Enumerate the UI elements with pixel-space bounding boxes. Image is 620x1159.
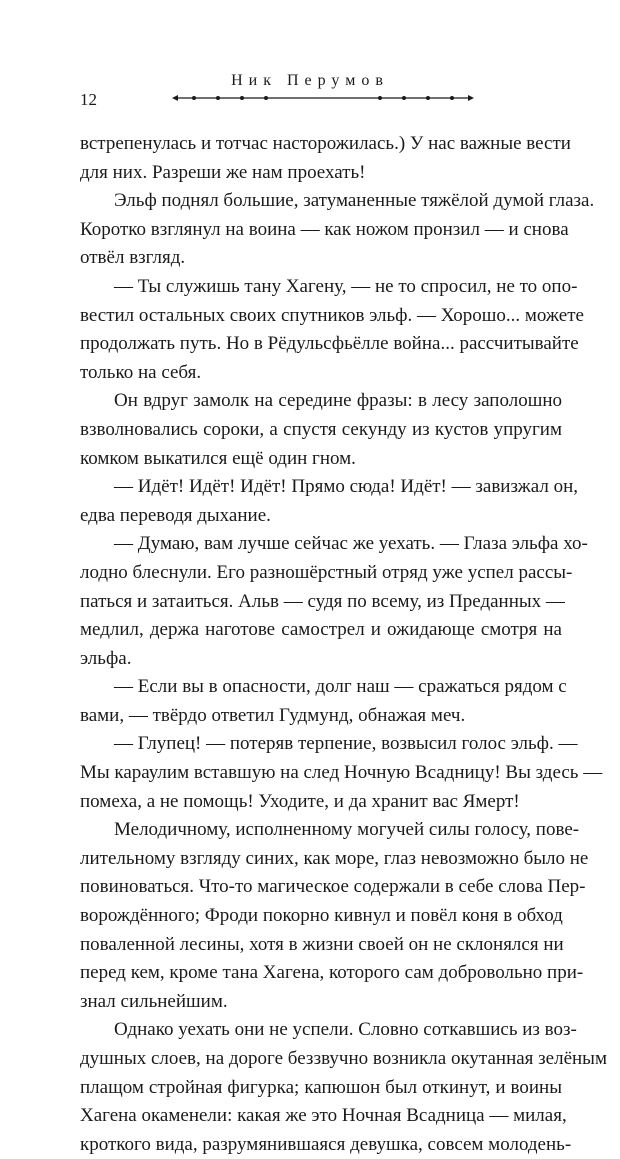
text-line: вами, — твёрдо ответил Гудмунд, обнажая меч.	[80, 704, 466, 726]
text-line: лодно блеснули. Его разношёрстный отряд уже успел рассы-	[80, 561, 573, 583]
text-line: встрепенулась и тотчас насторожилась.) У нас важные вести	[80, 133, 571, 154]
running-header-title: Ник Перумов	[231, 72, 389, 89]
paragraph	[80, 130, 571, 187]
text-line: — Думаю, вам лучше сейчас же уехать. — Глаза эльфа хо-	[114, 533, 588, 555]
text-line: отвёл взгляд.	[80, 247, 186, 269]
text-line: душных слоев, на дороге беззвучно возникла окутанная зелёным	[80, 1048, 607, 1069]
text-line: Он вдруг замолк на середине фразы: в лесу заполошно	[114, 390, 562, 412]
text-line: знал сильнейшим.	[80, 990, 228, 1012]
text-line: — Глупец! — потеряв терпение, возвысил голос эльф. —	[114, 733, 578, 755]
body-text	[80, 130, 607, 1159]
text-line: комком выкатился ещё один гном.	[80, 447, 356, 469]
text-line: Коротко взглянул на воина — как ножом пронзил — и снова	[80, 218, 569, 240]
paragraph	[80, 530, 588, 673]
text-line: Мелодичному, исполненному могучей силы голосу, пове-	[114, 819, 580, 841]
text-line: взволновались сороки, а спустя секунду из кустов упругим	[80, 418, 562, 440]
paragraph	[80, 673, 567, 730]
text-line: повиноваться. Что-то магическое содержали в себе слова Пер-	[80, 876, 586, 898]
text-line: Эльф поднял большие, затуманенные тяжёлой думой глаза.	[114, 190, 595, 212]
text-line: плащом стройная фигурка; капюшон был откинут, и воины	[80, 1076, 562, 1098]
paragraph	[80, 187, 595, 273]
text-line: помеха, а не помощь! Уходите, и да хранит вас Ямерт!	[80, 790, 520, 812]
paragraph	[80, 387, 562, 473]
paragraph	[80, 1016, 607, 1159]
text-line: — Идёт! Идёт! Идёт! Прямо сюда! Идёт! — завизжал он,	[114, 476, 578, 498]
text-line: Хагена окаменели: какая же это Ночная Всадница — милая,	[80, 1105, 567, 1127]
text-line: кроткого вида, разрумянившаяся девушка, совсем молодень-	[80, 1133, 572, 1155]
text-line: Однако уехать они не успели. Словно соткавшись из воз-	[114, 1019, 577, 1041]
text-line: — Ты служишь тану Хагену, — не то спросил, не то опо-	[114, 275, 578, 297]
paragraph	[80, 273, 584, 387]
text-line: вестил остальных своих спутников эльф. — Хорошо... можете	[80, 304, 584, 326]
header-ornament-rule	[172, 90, 474, 106]
paragraph	[80, 816, 589, 1016]
text-line: поваленной лесины, хотя в жизни своей он не склонялся ни	[80, 933, 564, 955]
text-line: продолжать путь. Но в Рёдульсфьёлле война... рассчитывайте	[80, 333, 579, 355]
paragraph	[80, 730, 603, 816]
text-line: лительному взгляду синих, как море, глаз невозможно было не	[80, 847, 589, 869]
text-line: эльфа.	[80, 647, 132, 669]
text-line: паться и затаиться. Альв — судя по всему, из Преданных —	[80, 590, 565, 612]
text-line: для них. Разреши же нам проехать!	[80, 161, 366, 183]
text-line: медлил, держа наготове самострел и ожидающе смотря на	[80, 619, 562, 641]
text-line: — Если вы в опасности, долг наш — сражаться рядом с	[114, 676, 567, 698]
text-line: Мы караулим вставшую на след Ночную Всадницу! Вы здесь —	[80, 762, 603, 784]
page-number: 12	[80, 90, 97, 109]
text-line: едва переводя дыхание.	[80, 504, 271, 526]
text-line: ворождённого; Фроди покорно кивнул и повёл коня в обход	[80, 905, 563, 927]
paragraph	[80, 473, 578, 530]
text-line: только на себя.	[80, 361, 202, 383]
text-line: перед кем, кроме тана Хагена, которого сам добровольно при-	[80, 962, 584, 984]
